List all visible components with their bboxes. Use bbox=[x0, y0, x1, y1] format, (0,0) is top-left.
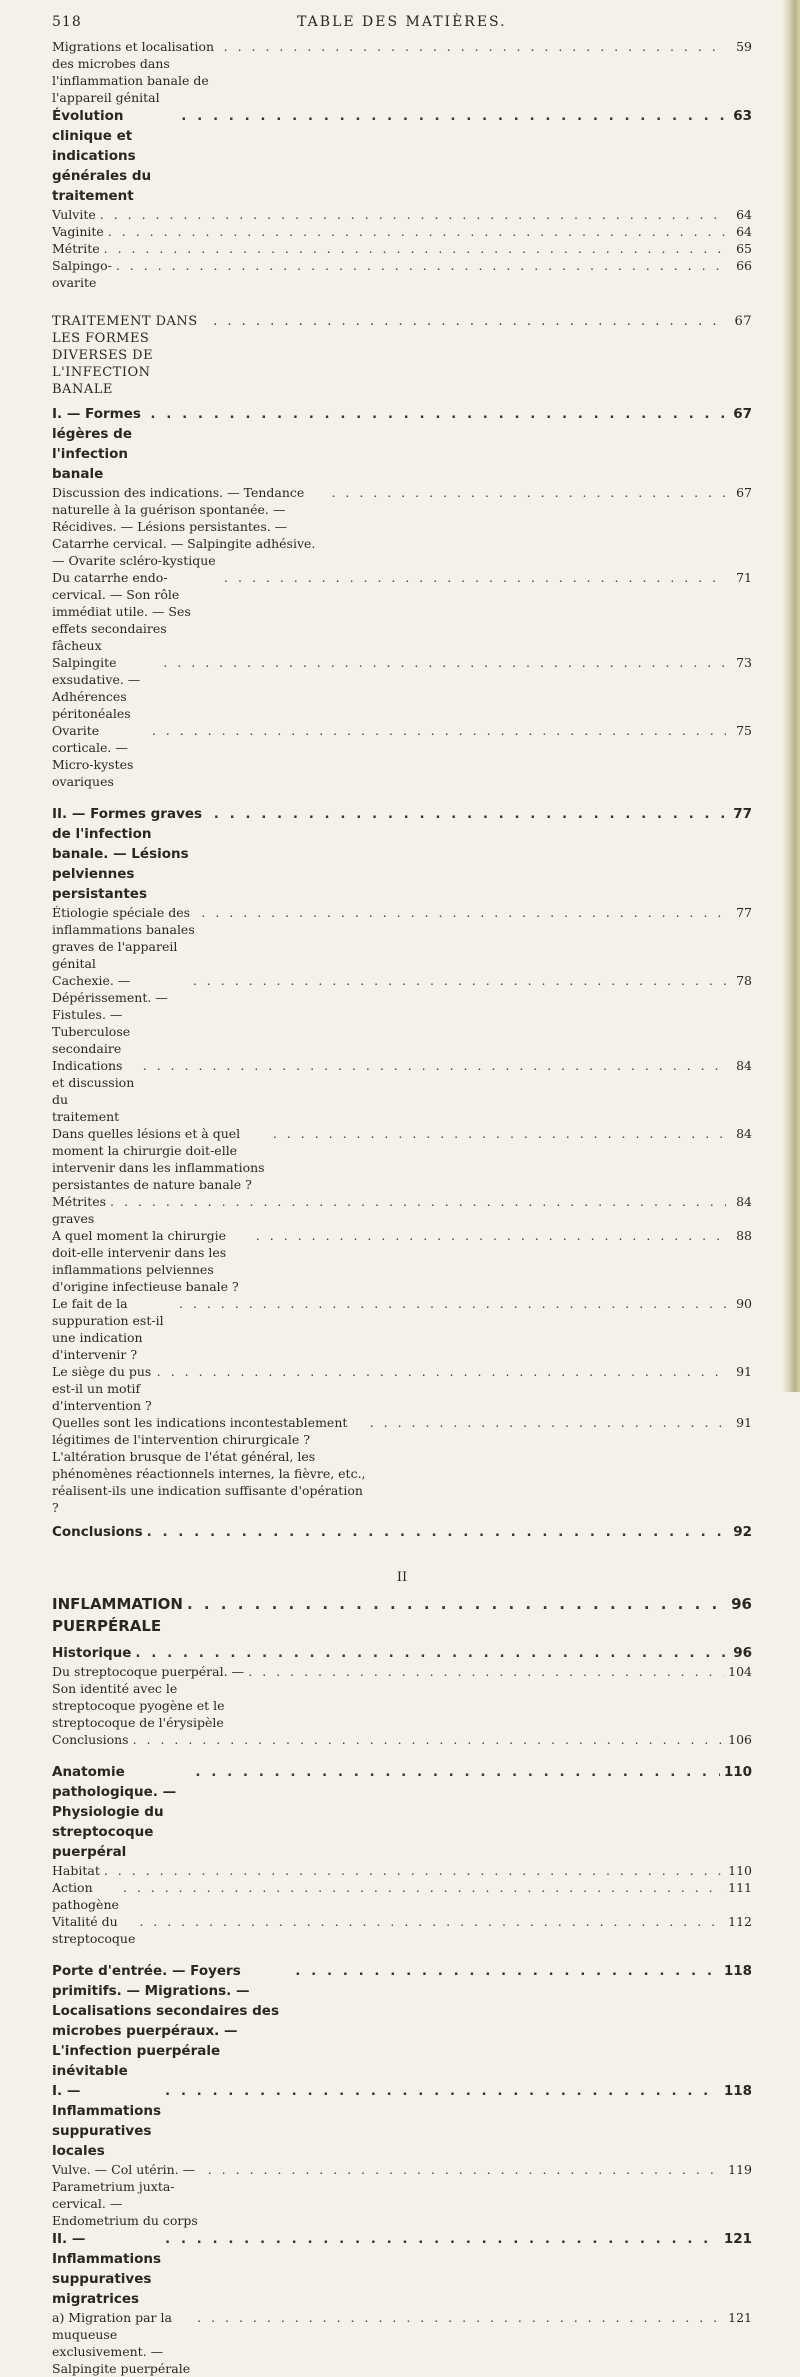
leader-dots bbox=[165, 2081, 720, 2101]
toc-entry-page: 75 bbox=[736, 723, 752, 738]
toc-entry-page: 118 bbox=[723, 2083, 752, 2099]
leader-dots bbox=[135, 1643, 726, 1663]
toc-entry-text: Indications et discussion du traitement bbox=[52, 1058, 135, 1124]
toc-entry-text: Métrites graves bbox=[52, 1194, 107, 1226]
toc-entry-text: Historique bbox=[52, 1645, 132, 1661]
toc-entry-text: Porte d'entrée. — Foyers primitifs. — Migrations. — Localisations secondaires des microbes puerpéraux. — L'infection puerpérale inévitable bbox=[52, 1963, 279, 2079]
toc-entry-text: Le siège du pus est-il un motif d'intervention ? bbox=[52, 1364, 152, 1413]
toc-entry-text: Vaginite bbox=[52, 224, 104, 239]
toc-entry-text: a) Migration par la muqueuse exclusivement. — Salpingite puerpérale bbox=[52, 2310, 191, 2376]
leader-dots bbox=[143, 1057, 726, 1074]
toc-entry-heading bbox=[52, 106, 752, 206]
toc-entry-text: Anatomie pathologique. — Physiologie du streptocoque puerpéral bbox=[52, 1764, 177, 1860]
leader-dots bbox=[273, 1125, 726, 1142]
toc-entry-text: Du catarrhe endo-cervical. — Son rôle immédiat utile. — Ses effets secondaires fâcheux bbox=[52, 570, 191, 653]
leader-dots bbox=[201, 904, 726, 921]
toc-entry-text: II. — Inflammations suppuratives migratrices bbox=[52, 2231, 161, 2307]
page-number: 518 bbox=[52, 14, 82, 30]
toc-entry-page: 121 bbox=[723, 2231, 752, 2247]
leader-dots bbox=[195, 1762, 719, 1782]
leader-dots bbox=[248, 1663, 724, 1680]
toc-entry-text: Métrite bbox=[52, 241, 100, 256]
toc-entry-heading bbox=[52, 2229, 752, 2309]
toc-entry-page: 88 bbox=[736, 1228, 752, 1243]
toc-entry-heading bbox=[52, 804, 752, 904]
toc-entry-page: 59 bbox=[736, 39, 752, 54]
toc-entry-page: 84 bbox=[736, 1194, 752, 1209]
leader-dots bbox=[150, 404, 726, 424]
toc-entry-page: 112 bbox=[728, 1914, 752, 1929]
toc-entry-section bbox=[52, 313, 752, 398]
toc-entry-text: Du streptocoque puerpéral. — Son identité avec le streptocoque pyogène et le streptocoque de l'érysipèle bbox=[52, 1664, 245, 1730]
toc-entry-text: Discussion des indications. — Tendance naturelle à la guérison spontanée. — Récidives. — Lésions persistantes. — Catarrhe cervical. — Salpingite adhésive. — Ovarite scléro-kystique bbox=[52, 485, 316, 568]
toc-entry-text: A quel moment la chirurgie doit-elle intervenir dans les inflammations pelviennes d'origine infectieuse banale ? bbox=[52, 1228, 239, 1294]
toc-entry bbox=[52, 569, 752, 654]
running-header bbox=[52, 14, 752, 30]
toc-entry bbox=[52, 1363, 752, 1414]
toc-entry-page: 67 bbox=[733, 406, 752, 422]
toc-entry-page: 65 bbox=[736, 241, 752, 256]
toc-page bbox=[52, 14, 752, 2377]
toc-entry-heading bbox=[52, 1961, 752, 2081]
leader-dots bbox=[193, 972, 726, 989]
leader-dots bbox=[104, 240, 726, 257]
toc-entry-text: Habitat bbox=[52, 1863, 100, 1878]
leader-dots bbox=[256, 1227, 726, 1244]
toc-entry bbox=[52, 1414, 752, 1516]
toc-entry bbox=[52, 38, 752, 106]
leader-dots bbox=[181, 106, 726, 126]
toc-entry-part bbox=[52, 1593, 752, 1637]
toc-entry-text: Vitalité du streptocoque bbox=[52, 1914, 136, 1946]
toc-entry-text: Étiologie spéciale des inflammations banales graves de l'appareil génital bbox=[52, 905, 195, 971]
toc-entry-page: 84 bbox=[736, 1126, 752, 1141]
toc-entry-text: Évolution clinique et indications générales du traitement bbox=[52, 108, 152, 204]
leader-dots bbox=[163, 654, 726, 671]
toc-entry bbox=[52, 240, 752, 257]
toc-entry-page: 121 bbox=[728, 2310, 752, 2325]
leader-dots bbox=[331, 484, 726, 501]
toc-entry-text: Migrations et localisation des microbes dans l'inflammation banale de l'appareil génital bbox=[52, 39, 215, 105]
toc-entry-text: Vulve. — Col utérin. — Parametrium juxta-cervical. — Endometrium du corps bbox=[52, 2162, 198, 2228]
toc-entry-text: INFLAMMATION PUERPÉRALE bbox=[52, 1595, 183, 1635]
toc-entry-page: 63 bbox=[733, 108, 752, 124]
toc-entry-page: 110 bbox=[728, 1863, 752, 1878]
toc-entry-heading bbox=[52, 1522, 752, 1542]
leader-dots bbox=[104, 1862, 724, 1879]
toc-entry-text: I. — Formes légères de l'infection banale bbox=[52, 406, 141, 482]
leader-dots bbox=[224, 38, 726, 55]
toc-entry-page: 77 bbox=[733, 806, 752, 822]
leader-dots bbox=[213, 313, 726, 330]
toc-entry-page: 66 bbox=[736, 258, 752, 273]
toc-entry-page: 64 bbox=[736, 207, 752, 222]
leader-dots bbox=[139, 1913, 724, 1930]
toc-entry-page: 73 bbox=[736, 655, 752, 670]
toc-entry bbox=[52, 206, 752, 223]
toc-entry-page: 110 bbox=[723, 1764, 752, 1780]
toc-entry-text: Dans quelles lésions et à quel moment la chirurgie doit-elle intervenir dans les inflammations persistantes de nature banale ? bbox=[52, 1126, 265, 1192]
leader-dots bbox=[208, 2161, 724, 2178]
leader-dots bbox=[108, 223, 726, 240]
toc-entry-page: 118 bbox=[723, 1963, 752, 1979]
toc-entry bbox=[52, 2161, 752, 2229]
toc-entry-text: Le fait de la suppuration est-il une indication d'intervenir ? bbox=[52, 1296, 164, 1362]
toc-entry-page: 119 bbox=[728, 2162, 752, 2177]
toc-entry-page: 78 bbox=[736, 973, 752, 988]
leader-dots bbox=[214, 804, 726, 824]
toc-entry-page: 77 bbox=[736, 905, 752, 920]
running-title: TABLE DES MATIÈRES. bbox=[297, 14, 507, 30]
toc-entry-page: 91 bbox=[736, 1364, 752, 1379]
toc-entry bbox=[52, 223, 752, 240]
leader-dots bbox=[370, 1414, 726, 1431]
toc-entry-page: 106 bbox=[728, 1732, 752, 1747]
toc-entry-text: II. — Formes graves de l'infection banale. — Lésions pelviennes persistantes bbox=[52, 806, 203, 902]
leader-dots bbox=[133, 1731, 725, 1748]
toc-entry-text: I. — Inflammations suppuratives locales bbox=[52, 2083, 161, 2159]
leader-dots bbox=[123, 1879, 724, 1896]
toc-entry-page: 71 bbox=[736, 570, 752, 585]
toc-entry-heading bbox=[52, 1762, 752, 1862]
toc-entry-page: 90 bbox=[736, 1296, 752, 1311]
toc-entry-page: 92 bbox=[733, 1524, 752, 1540]
toc-entry bbox=[52, 972, 752, 1057]
toc-entry bbox=[52, 1913, 752, 1947]
leader-dots bbox=[224, 569, 726, 586]
toc-entry-text: Salpingite exsudative. — Adhérences péritonéales bbox=[52, 655, 141, 721]
toc-entry-page: 64 bbox=[736, 224, 752, 239]
toc-entry bbox=[52, 904, 752, 972]
toc-entry-heading bbox=[52, 2081, 752, 2161]
toc-entry bbox=[52, 1295, 752, 1363]
toc-entry-text: Quelles sont les indications incontestablement légitimes de l'intervention chirurgicale ? L'altération brusque de l'état général, les phénomènes réactionnels internes, la fièvre, etc., réalisent-ils une indication suffisante d'opération ? bbox=[52, 1415, 366, 1515]
toc-entry-page: 96 bbox=[733, 1645, 752, 1661]
toc-entry-text: Vulvite bbox=[52, 207, 96, 222]
toc-entry bbox=[52, 722, 752, 790]
toc-entry-page: 96 bbox=[731, 1595, 752, 1613]
toc-entry bbox=[52, 1663, 752, 1731]
toc-entry-heading bbox=[52, 404, 752, 484]
toc-entry-page: 67 bbox=[734, 314, 752, 329]
toc-entry-text: Ovarite corticale. — Micro-kystes ovariques bbox=[52, 723, 134, 789]
toc-entry-page: 91 bbox=[736, 1415, 752, 1430]
leader-dots bbox=[197, 2309, 724, 2326]
toc-entry-text: Cachexie. — Dépérissement. — Fistules. — Tuberculose secondaire bbox=[52, 973, 168, 1056]
toc-entry-text: TRAITEMENT DANS LES FORMES DIVERSES DE L'INFECTION BANALE bbox=[52, 314, 198, 397]
toc-entry bbox=[52, 1125, 752, 1193]
toc-entry bbox=[52, 2309, 752, 2377]
toc-entry-text: Salpingo-ovarite bbox=[52, 258, 112, 290]
toc-entry-page: 67 bbox=[736, 485, 752, 500]
toc-entry bbox=[52, 1862, 752, 1879]
toc-entry-heading bbox=[52, 1643, 752, 1663]
toc-entry-text: Conclusions bbox=[52, 1732, 129, 1747]
toc-entry bbox=[52, 1193, 752, 1227]
toc-entry bbox=[52, 1731, 752, 1748]
toc-entry bbox=[52, 1057, 752, 1125]
leader-dots bbox=[187, 1593, 726, 1615]
toc-entry-page: 111 bbox=[728, 1880, 752, 1895]
leader-dots bbox=[152, 722, 726, 739]
toc-entry-text: Action pathogène bbox=[52, 1880, 119, 1912]
toc-entry bbox=[52, 1879, 752, 1913]
toc-entry-text: Conclusions bbox=[52, 1524, 143, 1540]
leader-dots bbox=[116, 257, 726, 274]
page-edge-shadow bbox=[782, 0, 800, 1392]
toc-entry bbox=[52, 484, 752, 569]
leader-dots bbox=[179, 1295, 726, 1312]
toc-entry-page: 104 bbox=[728, 1664, 752, 1679]
leader-dots bbox=[295, 1961, 720, 1981]
leader-dots bbox=[100, 206, 726, 223]
leader-dots bbox=[147, 1522, 726, 1542]
toc-entry bbox=[52, 1227, 752, 1295]
leader-dots bbox=[110, 1193, 726, 1210]
section-numeral: II bbox=[396, 1570, 408, 1585]
toc-entry bbox=[52, 257, 752, 291]
leader-dots bbox=[165, 2229, 720, 2249]
toc-entry-page: 84 bbox=[736, 1058, 752, 1073]
toc-entry bbox=[52, 654, 752, 722]
leader-dots bbox=[157, 1363, 726, 1380]
